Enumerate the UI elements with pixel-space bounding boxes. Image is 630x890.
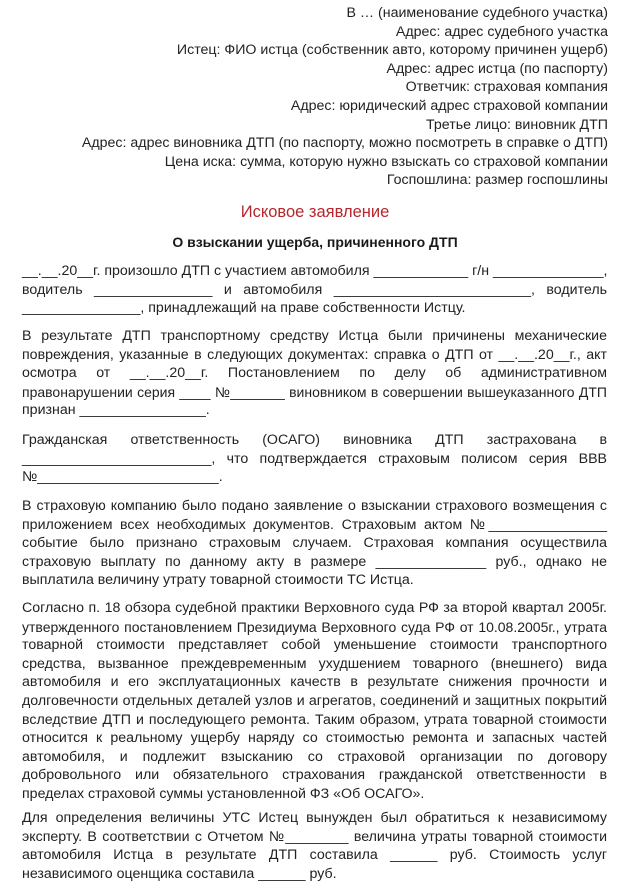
paragraph-insurance [22, 431, 607, 487]
paragraph-line: автомобиля, и подлежит взысканию со страховой организации по договору [22, 748, 607, 765]
header-claim-price: Цена иска: сумма, которую нужно взыскать со страховой компании [164, 153, 608, 170]
paragraph-line: событие было признано страховым случаем. Страховая компания осуществила [22, 535, 607, 552]
paragraph-line: ________________________, что подтверждается страховым полисом серия ВВВ [22, 450, 607, 467]
document-title: Исковое заявление [240, 203, 390, 221]
paragraph-line: водитель _______________ и автомобиля _________________________, водитель [22, 281, 607, 298]
paragraph-line: №_______________________. [22, 469, 223, 486]
paragraph-accident [22, 262, 607, 318]
paragraph-line: _______________, принадлежащий на праве собственности Истцу. [22, 300, 466, 317]
paragraph-line: Для определения величины УТС Истец вынужден был обратиться к независимому [22, 810, 607, 826]
paragraph-line: средства, вызванное преждевременным ухудшением товарного (внешнего) вида [22, 655, 607, 672]
paragraph-line: __.__.20__г. произошло ДТП с участием автомобиля ____________ г/н ______________, [22, 263, 608, 279]
paragraph-line: относится к реальному ущербу наряду со стоимостью ремонта и запасных частей [22, 730, 607, 747]
paragraph-line: товарной стоимости представляет собой уменьшение стоимости транспортного [22, 637, 607, 654]
paragraph-line: автомобиля и его эксплуатационных качеств в результате снижения прочности и [22, 674, 607, 691]
header-state-fee: Госпошлина: размер госпошлины [386, 172, 608, 189]
paragraph-line: Согласно п. 18 обзора судебной практики Верховного суда РФ за второй квартал 2005г. [22, 600, 607, 616]
paragraph-line: независимого оценщика составила ______ руб. [22, 865, 337, 882]
paragraph-line: осмотра от __.__.20__г. Постановлением по делу об административном [22, 365, 607, 382]
paragraph-assessment [22, 809, 607, 883]
header-court-address: Адрес: адрес судебного участка [395, 23, 608, 40]
paragraph-line: В страховую компанию было подано заявление о взыскании страхового возмещения с [22, 498, 607, 514]
paragraph-line: утвержденного постановлением Президиума Верховного суда РФ от 10.08.2005г., утрата [22, 618, 607, 635]
paragraph-line: добровольного или обязательного страхования гражданской ответственности в [22, 767, 607, 784]
claim-header-block [82, 4, 608, 190]
paragraph-line: правонарушении серия ____ №_______ виновником в совершении вышеуказанного ДТП [22, 383, 607, 400]
paragraph-line: выплатила величину утрату товарной стоимости ТС Истца. [22, 572, 414, 589]
paragraph-line: вследствие ДТП и последующего ремонта. Таким образом, утрата товарной стоимости [22, 711, 607, 728]
paragraph-legal-basis [22, 599, 607, 804]
header-defendant-address: Адрес: юридический адрес страховой компании [290, 97, 608, 114]
header-plaintiff-address: Адрес: адрес истца (по паспорту) [386, 60, 608, 77]
paragraph-line: В результате ДТП транспортному средству Истца были причинены механические [22, 328, 607, 344]
header-defendant: Ответчик: страховая компания [405, 79, 608, 96]
paragraph-damage [22, 327, 607, 420]
header-plaintiff: Истец: ФИО истца (собственник авто, которому причинен ущерб) [176, 42, 608, 59]
paragraph-line: признан ________________. [22, 402, 210, 419]
paragraph-line: пределах страховой суммы установленной ФЗ «Об ОСАГО». [22, 785, 425, 802]
paragraph-line: долговечности отдельных деталей узлов и агрегатов, соединений и защитных покрытий [22, 692, 607, 709]
paragraph-line: повреждения, указанные в следующих документах: справка о ДТП от __.__.20__г., акт [22, 346, 607, 363]
header-court: В … (наименование судебного участка) [346, 5, 608, 21]
paragraph-line: Гражданская ответственность (ОСАГО) виновника ДТП застрахована в [22, 432, 607, 448]
paragraph-line: страховую выплату по данному акту в размере ______________ руб., однако не [22, 553, 607, 570]
header-third-party-address: Адрес: адрес виновника ДТП (по паспорту, можно посмотреть в справке о ДТП) [81, 135, 608, 152]
document-subtitle: О взыскании ущерба, причиненного ДТП [172, 234, 458, 250]
paragraph-line: автомобиля Истца в результате ДТП составила ______ руб. Стоимость услуг [22, 847, 607, 864]
paragraph-line: эксперту. В соответствии с Отчетом №________ величина утраты товарной стоимости [22, 828, 607, 845]
paragraph-line: приложением всех необходимых документов. Страховым актом №_______________ [22, 516, 607, 533]
header-third-party: Третье лицо: виновник ДТП [426, 116, 608, 133]
paragraph-claim-filed [22, 497, 607, 590]
